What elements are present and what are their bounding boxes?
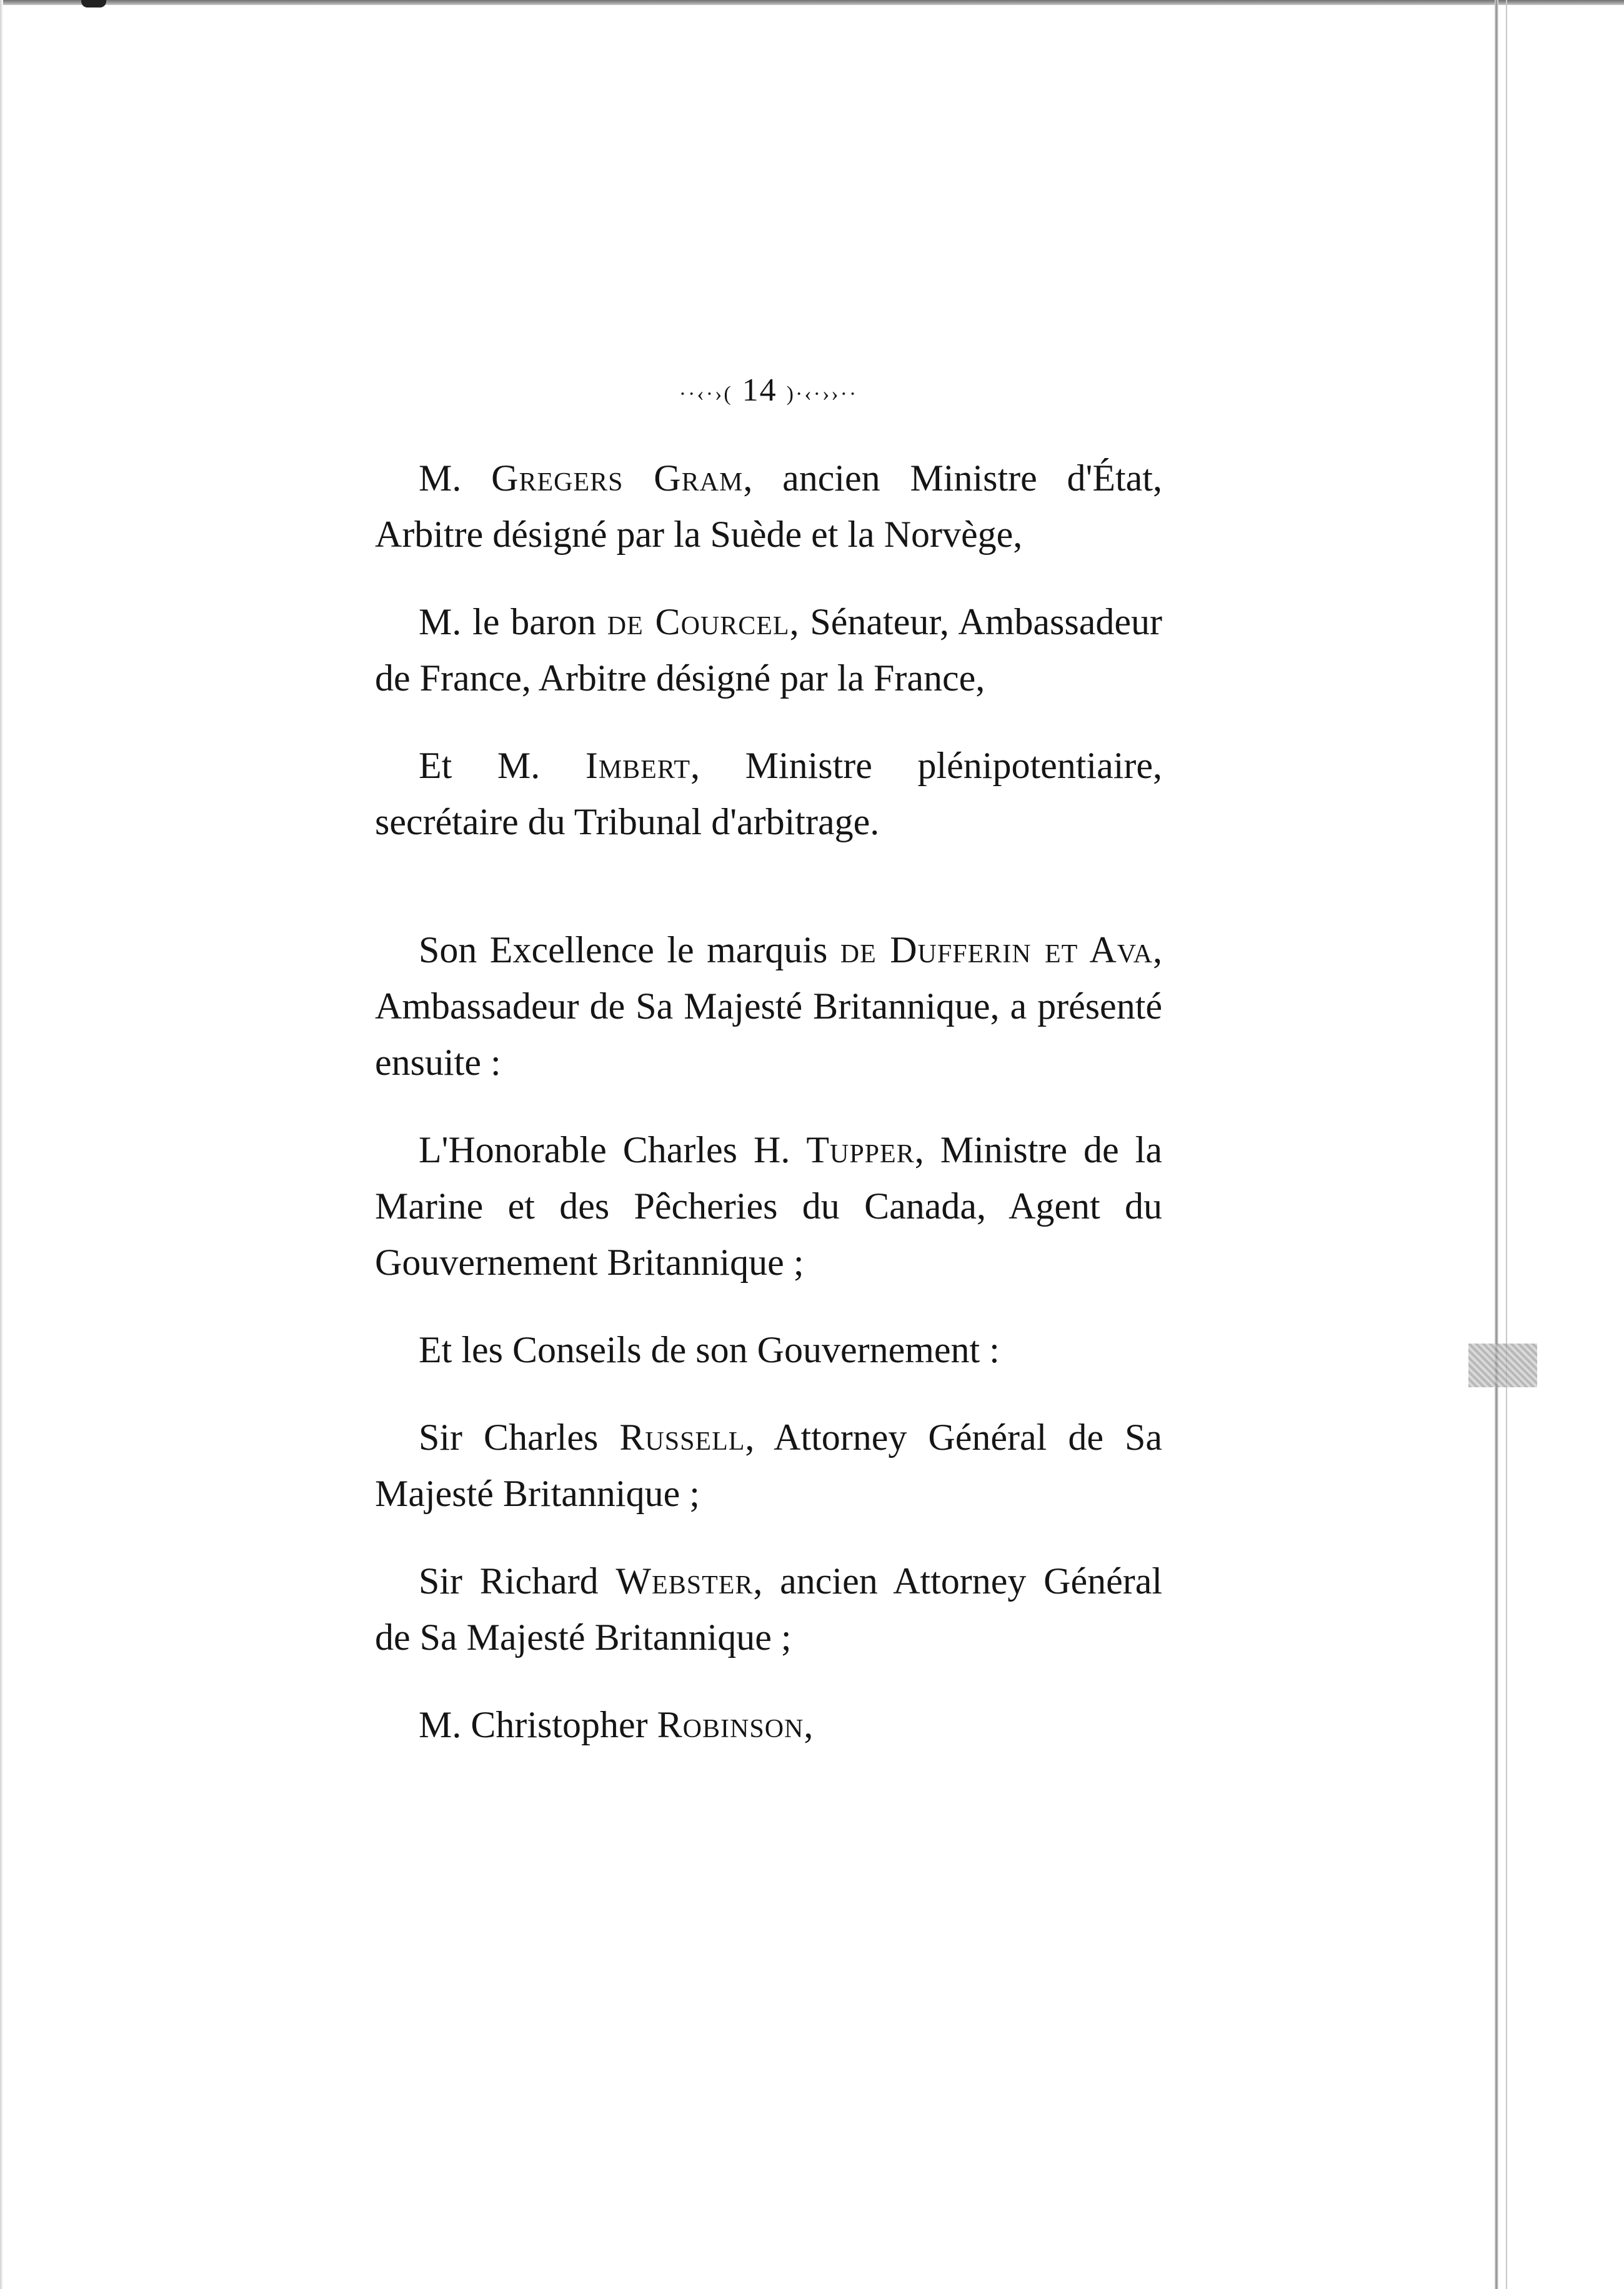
paragraph-tupper xyxy=(375,1122,1162,1290)
person-name: de Dufferin et Ava xyxy=(840,929,1153,970)
scan-binding-edge xyxy=(1495,0,1498,2289)
paragraph-text: M. Christopher xyxy=(419,1704,657,1745)
paragraph-text: Sir Richard xyxy=(419,1560,616,1602)
person-name: Imbert xyxy=(585,745,690,786)
library-stamp xyxy=(1468,1344,1537,1387)
paragraph-text: , Ambassadeur de Sa Majesté Britannique, a présenté ensuite : xyxy=(375,929,1162,1083)
paragraph-text: , ancien Ministre d'État, Arbitre désigné par la Suède et la Norvège, xyxy=(375,457,1162,555)
paragraph-text: , Sénateur, Ambassadeur de France, Arbitre désigné par la France, xyxy=(375,601,1162,699)
paragraph-text: , xyxy=(804,1704,814,1745)
scan-corner-mark xyxy=(81,0,106,7)
paragraph-courcel xyxy=(375,594,1162,706)
paragraph-russell xyxy=(375,1409,1162,1522)
paragraph-imbert xyxy=(375,737,1162,850)
scan-top-border xyxy=(0,0,1624,5)
person-name: Tupper xyxy=(806,1129,915,1170)
paragraph-text: M. xyxy=(419,457,492,499)
folio-ornament-left: ··‹·›( xyxy=(679,382,733,406)
paragraph-text: , Attorney Général de Sa Majesté Britannique ; xyxy=(375,1417,1162,1514)
paragraph-text: Et M. xyxy=(419,745,585,786)
paragraph-robinson xyxy=(375,1697,1162,1753)
paragraph-text: L'Honorable Charles H. xyxy=(419,1129,807,1170)
page-number: 14 xyxy=(742,372,777,408)
paragraph-conseils xyxy=(375,1322,1162,1378)
person-name: Gregers Gram xyxy=(491,457,744,499)
folio-ornament-right: )·‹·››·· xyxy=(786,382,859,406)
paragraph-gram xyxy=(375,450,1162,562)
body-text xyxy=(375,450,1162,1753)
paragraph-text: Sir Charles xyxy=(419,1417,620,1458)
paragraph-dufferin xyxy=(375,922,1162,1090)
paragraph-text: Et les Conseils de son Gouvernement : xyxy=(419,1329,1000,1370)
paragraph-text: M. le baron xyxy=(419,601,607,642)
page-folio xyxy=(662,372,875,409)
person-name: Webster xyxy=(615,1560,754,1602)
person-name: Russell xyxy=(619,1417,745,1458)
person-name: de Courcel xyxy=(607,601,790,642)
paragraph-text: , Ministre de la Marine et des Pêcheries du Canada, Agent du Gouvernement Britannique ; xyxy=(375,1129,1162,1283)
scan-binding-line xyxy=(1506,0,1507,2289)
paragraph-text: Son Excellence le marquis xyxy=(419,929,840,970)
paragraph-webster xyxy=(375,1553,1162,1665)
scan-left-edge xyxy=(0,0,3,2289)
person-name: Robinson xyxy=(657,1704,804,1745)
paragraph-text: , ancien Attorney Général de Sa Majesté Britannique ; xyxy=(375,1560,1163,1658)
paragraph-text: , Ministre plénipotentiaire, secrétaire du Tribunal d'arbitrage. xyxy=(375,745,1162,842)
